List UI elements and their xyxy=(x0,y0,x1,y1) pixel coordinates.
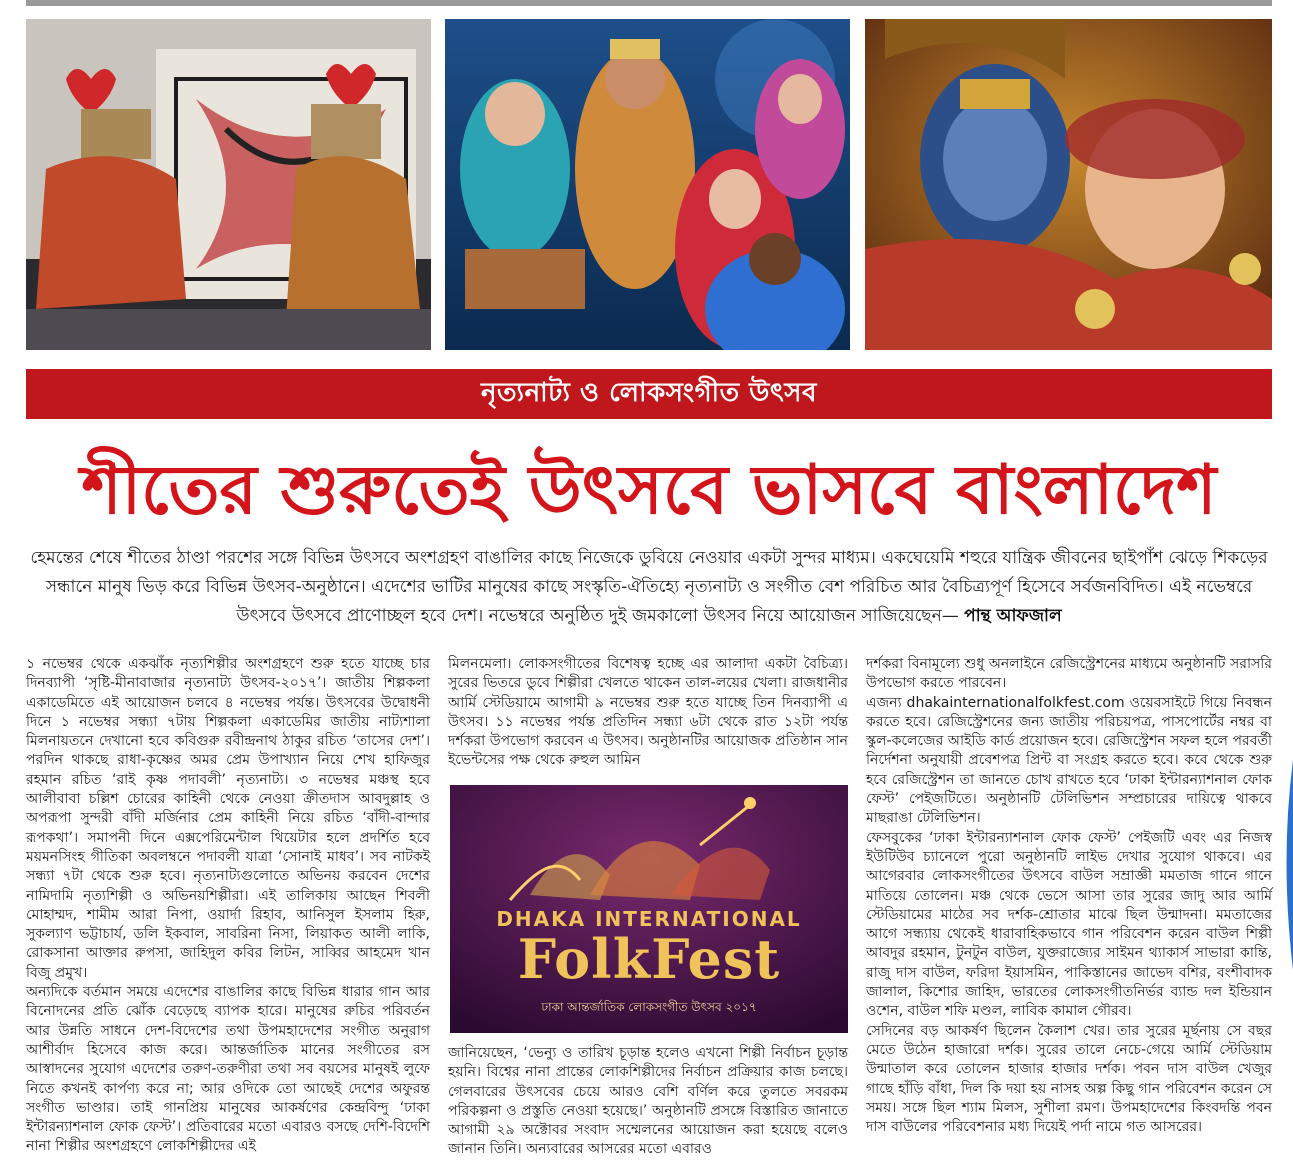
intro-paragraph xyxy=(26,544,1272,631)
paragraph: দর্শকরা বিনামূল্যে শুধু অনলাইনে রেজিস্ট্রেশনের মাধ্যমে অনুষ্ঠানটি সরাসরি উপভোগ করতে পারবেন। xyxy=(866,656,1272,692)
paragraph: এজন্য dhakainternationalfolkfest.com ওয়েবসাইটে গিয়ে নিবন্ধন করতে হবে। রেজিস্ট্রেশনের জন্য জাতীয় পরিচয়পত্র, পাসপোর্টের নম্বর বা স্কুল-কলেজের আইডি কার্ড প্রয়োজন হবে। রেজিস্ট্রেশন সফল হলে পরবর্তী নির্দেশনা অনুযায়ী প্রবেশপত্র প্রিন্ট বা সংগ্রহ করতে হবে। কবে থেকে শুরু হবে রেজিস্ট্রেশন তা জানতে চোখ রাখতে হবে ‘ঢাকা ইন্টারন্যাশনাল ফোক ফেস্ট’ পেইজটিতে। অনুষ্ঠানটি টেলিভিশন সম্প্রচারের দায়িত্বে থাকবে মাছরাঙা টেলিভিশন। xyxy=(866,694,1272,827)
headline: শীতের শুরুতেই উৎসবে ভাসবে বাংলাদেশ xyxy=(81,450,1217,530)
paragraph: মিলনমেলা। লোকসংগীতের বিশেষত্ব হচ্ছে এর আলাদা একটা বৈচিত্র্য। সুরের ভিতরে ডুবে শিল্পীরা খেলতে থাকেন তাল-লয়ের খেলা। রাজধানীর আর্মি স্টেডিয়ামে আগামী ৯ নভেম্বর শুরু হতে যাচ্ছে তিন দিনব্যাপী এ উৎসব। ১১ নভেম্বর পর্যন্ত প্রতিদিন সন্ধ্যা ৬টা থেকে রাত ১২টা পর্যন্ত দর্শকরা উপভোগ করবেন এ উৎসব। অনুষ্ঠানটির আয়োজক প্রতিষ্ঠান সান ইভেন্টসের পক্ষ থেকে রুহুল আমিন xyxy=(448,656,848,769)
author-byline: পান্থ আফজাল xyxy=(964,606,1062,626)
poster-brand-main: FolkFest xyxy=(517,927,781,991)
photo-rai-krishna-padaboli xyxy=(865,19,1272,350)
intro-text: হেমন্তের শেষে শীতের ঠাণ্ডা পরশের সঙ্গে বিভিন্ন উৎসবে অংশগ্রহণ বাঙালির কাছে নিজেকে ডুবিয়ে নেওয়ার একটা সুন্দর মাধ্যম। একঘেয়েমি শহুরে যান্ত্রিক জীবনের ছাইপাঁশ ঝেড়ে শিকড়ের সন্ধানে মানুষ ভিড় করে বিভিন্ন উৎসব-অনুষ্ঠানে। এদেশের ভাটির মানুষের কাছে সংস্কৃতি-ঐতিহ্যে নৃত্যনাট্য ও সংগীত বেশ পরিচিত আর বৈচিত্র্যপূর্ণ হিসেবে সর্বজনবিদিত। এই নভেম্বরে উৎসবে উৎসবে প্রাণোচ্ছল হবে দেশ। নভেম্বরে অনুষ্ঠিত দুই জমকালো উৎসব নিয়ে আয়োজন সাজিয়েছেন— xyxy=(30,548,1268,626)
paragraph: সেদিনের বড় আকর্ষণ ছিলেন কৈলাশ খের। তার সুরের মূর্ছনায় সে বছর মেতে উঠেন হাজারো দর্শক। সুরের তালে নেচে-গেয়ে আর্মি স্টেডিয়াম উন্মাতাল করে তোলেন হাজার হাজার দর্শক। পবন দাস বাউল খেজুর গাছে হাঁড়ি বাঁধা, দিল কি দয়া হয় নাসহ অল্প কিছু গান পরিবেশন করেন সে সময়। সঙ্গে ছিল শ্যাম মিলস, সুশীলা রমণ। উপমহাদেশের কিংবদন্তি পবন দাস বাউলের পরিবেশনার মধ্য দিয়েই পর্দা নামে গত আসরের। xyxy=(866,1022,1272,1136)
column-1 xyxy=(26,655,430,1157)
photo-tasher-desh xyxy=(26,19,431,350)
column-2-top xyxy=(448,655,848,771)
poster-brand-sub: ঢাকা আন্তর্জাতিক লোকসংগীত উৎসব ২০১৭ xyxy=(541,1000,757,1014)
edge-decoration xyxy=(1280,760,1293,970)
paragraph: ১ নভেম্বর থেকে একঝাঁক নৃত্যশিল্পীর অংশগ্রহণে শুরু হতে যাচ্ছে চার দিনব্যাপী ‘সৃষ্টি-মীনাবাজার নৃত্যনাট্য উৎসব-২০১৭’। জাতীয় শিল্পকলা একাডেমিতে এই আয়োজন চলবে ৪ নভেম্বর পর্যন্ত। উৎসবের উদ্বোধনী দিনে ১ নভেম্বর সন্ধ্যা ৭টায় শিল্পকলা একাডেমির জাতীয় নাট্যশালা মিলনায়তনে দেখানো হবে কবিগুরু রবীন্দ্রনাথ ঠাকুর রচিত ‘তাসের দেশ’। পরদিন থাকছে রাধা-কৃষ্ণের অমর প্রেম উপাখ্যান নিয়ে শেখ হাফিজুর রহমান রচিত ‘রাই কৃষ্ণ পদাবলী’ নৃত্যনাট্য। ৩ নভেম্বর মঞ্চস্থ হবে আলীবাবা চল্লিশ চোরের কাহিনী থেকে নেওয়া ক্রীতদাস আবদুল্লাহ ও অপরূপা সুন্দরী বাঁদী মর্জিনার প্রেম কাহিনী নিয়ে রচিত ‘বাঁদী-বান্দার রূপকথা’। সমাপনী দিনে এক্সপেরিমেন্টাল থিয়েটার হলে প্রদর্শিত হবে ময়মনসিংহ গীতিকা অবলম্বনে পদাবলী যাত্রা ‘সোনাই মাধব’। সব নাটকই সন্ধ্যা ৭টা থেকে শুরু হবে। নৃত্যনাট্যগুলোতে অভিনয় করবেন দেশের নামিদামি নৃত্যশিল্পী ও অভিনয়শিল্পীরা। এই তালিকায় আছেন শিবলী মোহাম্মদ, শামীম আরা নিপা, ওয়ার্দা রিহাব, আনিসুল ইসলাম হিরু, সুকল্যাণ ভট্টাচার্য, ডলি ইকবাল, সাবরিনা নিসা, লিয়াকত আলী লাকি, রোকসানা আক্তার রুপসা, জাহিদুল কবির লিটন, সাব্বির আহমেদ খান বিজু প্রমুখ। xyxy=(26,656,430,981)
column-2-bottom xyxy=(448,1044,848,1160)
section-banner: নৃত্যনাট্য ও লোকসংগীত উৎসব xyxy=(26,369,1272,419)
top-rule xyxy=(26,0,1272,6)
column-3 xyxy=(866,655,1272,1137)
folkfest-poster xyxy=(450,785,848,1033)
poster-brand-top: DHAKA INTERNATIONAL xyxy=(496,907,802,931)
paragraph: অন্যদিকে বর্তমান সময়ে এদেশের বাঙালির কাছে বিভিন্ন ধারার গান আর বিনোদনের প্রতি ঝোঁক বেড়েছে ব্যাপক হারে। মানুষের রুচির পরিবর্তন আর উন্নতি সাধনে দেশ-বিদেশের তথা উপমহাদেশের সংগীত অনুরাগ আশীর্বাদ হিসেবে কাজ করে। আন্তর্জাতিক মানের সংগীতের রস আস্বাদনের সুযোগ এদেশের তরুণ-তরুণীরা তথা সব বয়সের মানুষই লুফে নিতে কখনই কার্পণ্য করে না; আর ওদিকে তো আছেই দেশের অফুরন্ত সংগীত ভাণ্ডার। তাই গানপ্রিয় মানুষের আকর্ষণের কেন্দ্রবিন্দু ‘ঢাকা ইন্টারন্যাশনাল ফোক ফেস্ট’। প্রতিবারের মতো এবারও বসছে দেশি-বিদেশি নানা শিল্পীর অংশগ্রহণে লোকশিল্পীদের এই xyxy=(26,984,430,1155)
paragraph: জানিয়েছেন, ‘ভেন্যু ও তারিখ চূড়ান্ত হলেও এখনো শিল্পী নির্বাচন চূড়ান্ত হয়নি। বিশ্বের নানা প্রান্তের লোকশিল্পীদের নির্বাচন প্রক্রিয়ার কাজ চলছে। গেলবারের উৎসবের চেয়ে আরও বেশি বর্ণিল করে তুলতে সবরকম পরিকল্পনা ও প্রস্তুতি নেওয়া হয়েছে।’ অনুষ্ঠানটি প্রসঙ্গে বিস্তারিত জানাতে আগামী ২৯ অক্টোবর সংবাদ সম্মেলনের আয়োজন করা হয়েছে বলেও জানান তিনি। অন্যবারের আসরের মতো এবারও xyxy=(448,1045,848,1158)
paragraph: ফেসবুকের ‘ঢাকা ইন্টারন্যাশনাল ফোক ফেস্ট’ পেইজটি এবং এর নিজস্ব ইউটিউব চ্যানেলে পুরো অনুষ্ঠানটি লাইভ দেখার সুযোগ থাকবে। এর আগেরবার লোকসংগীতের উৎসবে বাউল সম্রাজ্ঞী মমতাজ গানে গানে মাতিয়ে তোলেন। মঞ্চ থেকে ভেসে আসা তার সুরের জাদু আর আর্মি স্টেডিয়ামের মাঠের সব দর্শক-শ্রোতার মাঝে ছিল উন্মাদনা। মমতাজের আগে সন্ধ্যায় থেকেই ধারাবাহিকভাবে গান পরিবেশন করেন বাউল শিল্পী আবদুর রহমান, টুনটুন বাউল, যুক্তরাজ্যের সাইমন থ্যাকার্স সাভারা কান্তি, রাজু দাস বাউল, ফরিদা ইয়াসমিন, পাকিস্তানের জাভেদ বশির, বংশীবাদক জালাল, কিশোর জাহিদ, ভারতের লোকসংগীতনির্ভর ব্যান্ড দল ইন্ডিয়ান ওশেন, বাউল শফি মণ্ডল, লাবিক কামাল গৌরব। xyxy=(866,829,1272,1020)
photo-badi-bandar-rupkotha xyxy=(445,19,850,350)
